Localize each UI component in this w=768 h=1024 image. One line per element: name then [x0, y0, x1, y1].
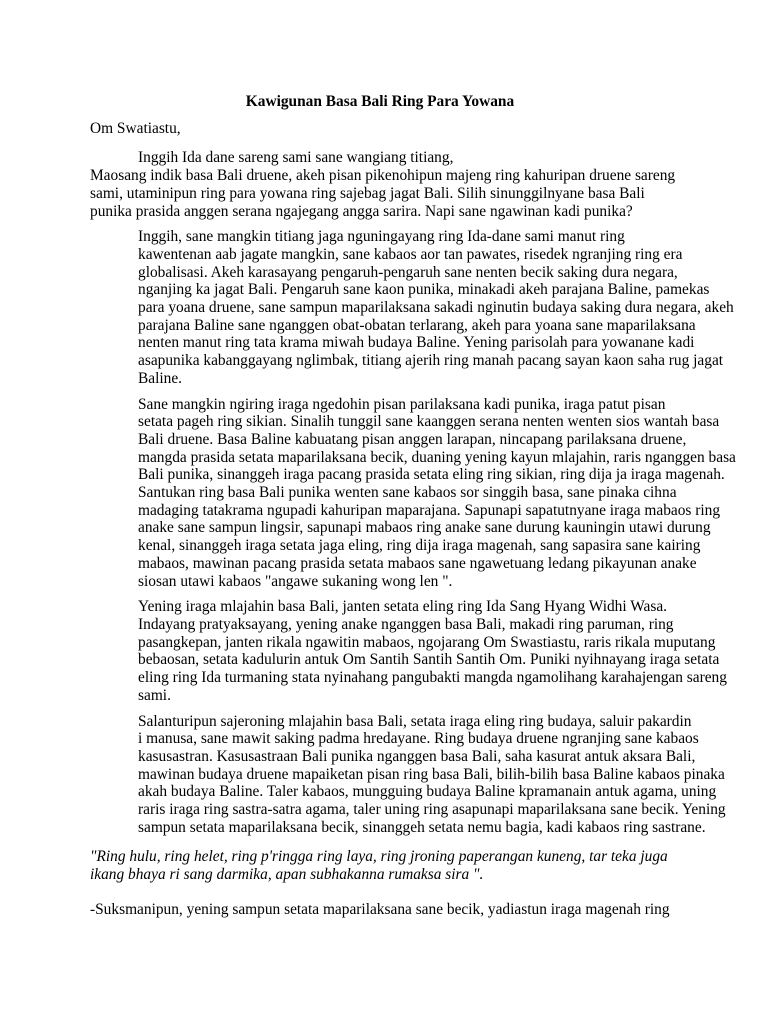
- paragraph-5: [90, 712, 726, 837]
- text-line: Bali druene. Basa Baline kabuatang pisan anggen larapan, nincapang parilaksana druene,: [138, 430, 687, 448]
- text-line: Santukan ring basa Bali punika wenten sane kabaos sor singgih basa, sane pinaka cihna: [138, 484, 677, 502]
- text-line: Bali punika, sinanggeh iraga pacang prasida setata eling ring sikian, ring dija ja iraga magenah.: [138, 466, 725, 484]
- text-line: nenten manut ring tata krama miwah budaya Baline. Yening parisolah para yowanane kadi: [138, 334, 695, 352]
- text-line: sami, utaminipun ring para yowana ring sajebag jagat Bali. Silih sinunggilnyane basa Bali: [90, 184, 645, 202]
- text-line: globalisasi. Akeh karasayang pengaruh-pengaruh sane nenten becik saking dura negara,: [138, 263, 678, 281]
- text-line: Maosang indik basa Bali druene, akeh pisan pikenohipun majeng ring kahuripan druene sareng: [90, 167, 676, 185]
- text-line: akah budaya Baline. Taler kabaos, mungguing budaya Baline kpramanain antuk agama, uning: [138, 783, 717, 801]
- text-line: mangda prasida setata maparilaksana becik, duaning yening kayun mlajahin, raris nganggen basa: [138, 448, 736, 466]
- text-line: eling ring Ida turmaning stata nyinahang pangubakti mangda ngamolihang karahajengan sareng: [138, 669, 727, 687]
- page-title: Kawigunan Basa Bali Ring Para Yowana: [245, 93, 515, 110]
- text-line: kawentenan aab jagate mangkin, sane kabaos aor tan pawates, risedek ngranjing ring era: [138, 245, 683, 263]
- text-line: sami.: [138, 686, 171, 704]
- text-line: Yening iraga mlajahin basa Bali, janten setata eling ring Ida Sang Hyang Widhi Wasa.: [138, 598, 667, 616]
- text-line: nganjing ka jagat Bali. Pengaruh sane kaon punika, minakadi akeh parajana Baline, pamekas: [138, 281, 710, 299]
- text-line: pasangkepan, janten rikala ngawitin mabaos, ngojarang Om Swastiastu, raris rikala muputang: [138, 633, 716, 651]
- paragraph-3: [90, 395, 736, 591]
- text-line: sampun setata maparilaksana becik, sinanggeh setata nemu bagia, kadi kabaos ring sastrane.: [138, 818, 706, 836]
- text-line: Sane mangkin ngiring iraga ngedohin pisan parilaksana kadi punika, iraga patut pisan: [138, 395, 666, 413]
- text-line: Salanturipun sajeroning mlajahin basa Bali, setata iraga eling ring budaya, saluir pakardin: [138, 712, 692, 730]
- quote-line: "Ring hulu, ring helet, ring p'ringga ring laya, ring jroning paperangan kuneng, tar teka juga: [90, 848, 668, 866]
- text-line: punika prasida anggen serana ngajegang angga sarira. Napi sane ngawinan kadi punika?: [90, 202, 633, 220]
- text-line: kasusastran. Kasusastraan Bali punika nganggen basa Bali, saha kasurat antuk aksara Bali,: [138, 747, 696, 765]
- text-line: para yoana druene, sane sampun maparilaksana sakadi nginutin budaya saking dura negara, akeh: [138, 299, 734, 317]
- text-line: Baline.: [138, 369, 183, 387]
- text-line: bebaosan, setata kadulurin antuk Om Santih Santih Santih Om. Puniki nyihnayang iraga setata: [138, 651, 720, 669]
- text-line: mabaos, mawinan pacang prasida setata mabaos sane ngawetuang ledang pikayunan anake: [138, 554, 697, 572]
- text-line: asapunika kabanggayang nglimbak, titiang ajerih ring manah pacang sayan kaon saha rug jagat: [138, 352, 724, 370]
- text-line: madaging tatakrama ngupadi kahuripan maparajana. Sapunapi sapatutnyane iraga mabaos ring: [138, 501, 721, 519]
- greeting: Om Swatiastu,: [90, 119, 181, 137]
- text-line: raris iraga ring sastra-satra agama, taler uning ring asapunapi maparilaksana sane becik. Yening: [138, 801, 726, 819]
- closing-line: -Suksmanipun, yening sampun setata maparilaksana sane becik, yadiastun iraga magenah ring: [90, 900, 670, 918]
- quote-block: [90, 848, 670, 883]
- quote-line: ikang bhaya ri sang darmika, apan subhakanna rumaksa sira ".: [90, 866, 484, 884]
- paragraph-2: [90, 228, 734, 387]
- text-line: Inggih, sane mangkin titiang jaga nguningayang ring Ida-dane sami manut ring: [138, 228, 625, 246]
- text-line: kenal, sinanggeh iraga setata jaga eling, ring dija iraga magenah, sang sapasira sane kairing: [138, 537, 701, 555]
- text-line: Indayang pratyaksayang, yening anake nganggen basa Bali, makadi ring paruman, ring: [138, 615, 674, 633]
- intro-paragraph: [90, 167, 676, 220]
- paragraph-4: [90, 598, 727, 704]
- text-line: siosan utawi kabaos "angawe sukaning wong len ".: [138, 572, 453, 590]
- text-line: anake sane sampun lingsir, sapunapi mabaos ring anake sane durung kauningin utawi durung: [138, 519, 711, 537]
- text-line: i manusa, sane mawit saking padma hredayane. Ring budaya druene ngranjing sane kabaos: [138, 730, 699, 748]
- text-line: setata pageh ring sikian. Sinalih tunggil sane kaanggen serana nenten wenten sios wantah basa: [138, 413, 720, 431]
- intro-line: Inggih Ida dane sareng sami sane wangiang titiang,: [138, 149, 454, 167]
- text-line: mawinan budaya druene mapaiketan pisan ring basa Bali, bilih-bilih basa Baline kabaos pinaka: [138, 765, 725, 783]
- document-body: [90, 93, 736, 919]
- text-line: parajana Baline sane nganggen obat-obatan terlarang, akeh para yoana sane maparilaksana: [138, 316, 696, 334]
